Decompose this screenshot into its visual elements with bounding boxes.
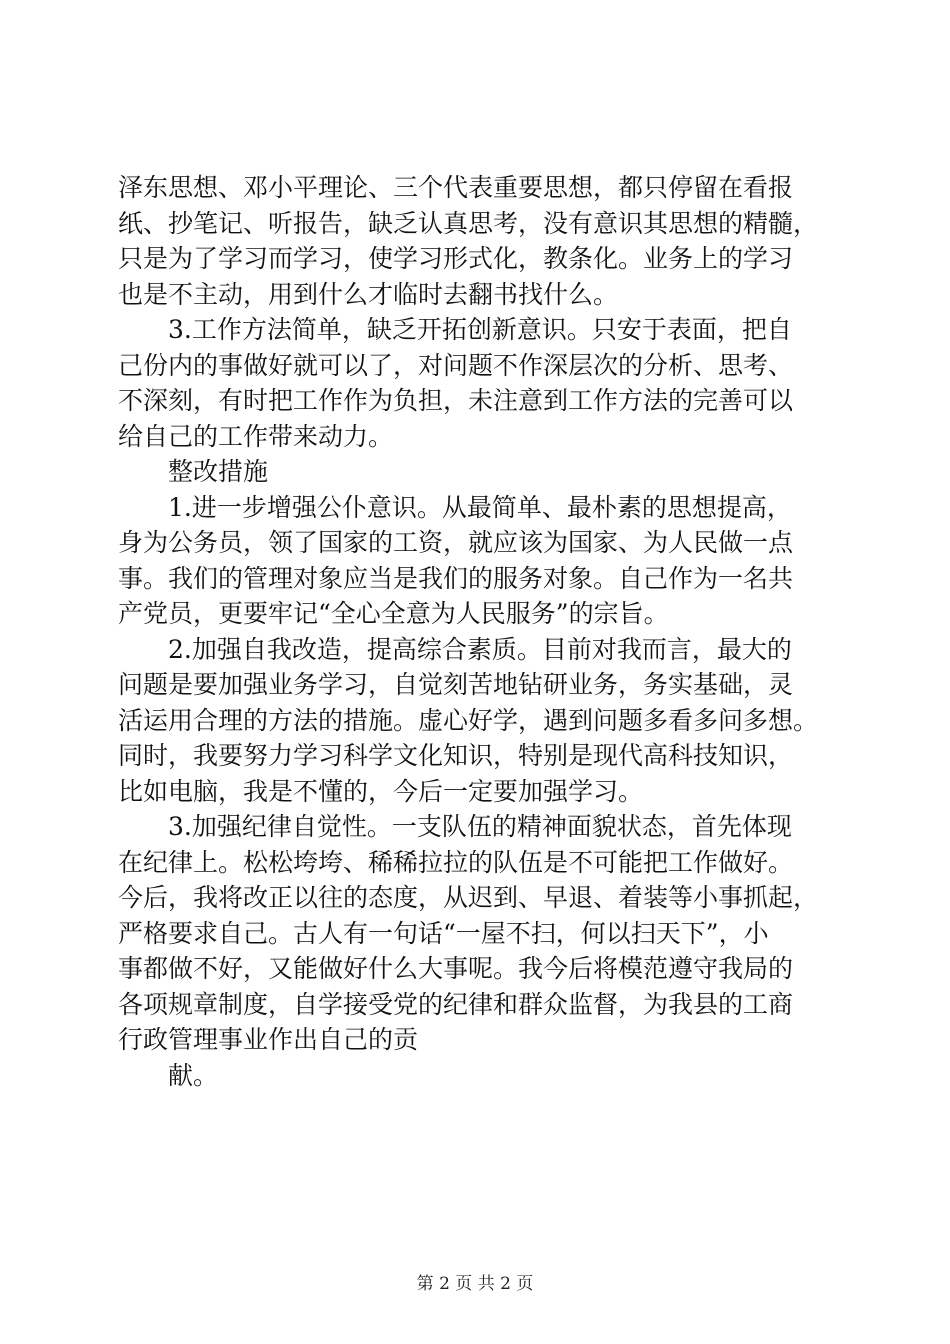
text-line: 问题是要加强业务学习，自觉刻苦地钻研业务，务实基础，灵	[118, 670, 794, 699]
text-line: 各项规章制度，自学接受党的纪律和群众监督，为我县的工商	[118, 989, 794, 1019]
text-line: 1.进一步增强公仆意识。从最简单、最朴素的思想提高，	[168, 492, 792, 522]
text-line: 事都做不好，又能做好什么大事呢。我今后将模范遵守我局的	[118, 954, 794, 983]
text-line: 献。	[168, 1060, 219, 1090]
page-footer: 第 2 页 共 2 页	[416, 1274, 534, 1294]
text-line: 活运用合理的方法的措施。虚心好学，遇到问题多看多问多想。	[118, 705, 819, 735]
text-line: 只是为了学习而学习，使学习形式化，教条化。业务上的学习	[118, 244, 794, 273]
text-line: 3.加强纪律自觉性。一支队伍的精神面貌状态，首先体现	[168, 812, 792, 841]
text-line: 同时，我要努力学习科学文化知识，特别是现代高科技知识，	[118, 741, 794, 770]
text-line: 不深刻，有时把工作作为负担，未注意到工作方法的完善可以	[118, 386, 794, 415]
text-line: 给自己的工作带来动力。	[118, 421, 394, 451]
text-line: 事。我们的管理对象应当是我们的服务对象。自己作为一名共	[118, 563, 794, 593]
text-line: 2.加强自我改造，提高综合素质。目前对我而言，最大的	[168, 634, 792, 664]
text-line: 泽东思想、邓小平理论、三个代表重要思想，都只停留在看报	[118, 173, 794, 202]
text-line: 行政管理事业作出自己的贡	[118, 1025, 419, 1054]
text-line: 己份内的事做好就可以了，对问题不作深层次的分析、思考、	[118, 350, 794, 380]
text-line: 也是不主动，用到什么才临时去翻书找什么。	[118, 279, 619, 309]
text-line: 比如电脑，我是不懂的，今后一定要加强学习。	[118, 776, 644, 806]
text-line: 严格要求自己。古人有一句话“一屋不扫，何以扫天下”，小	[118, 918, 769, 948]
document-body	[118, 170, 838, 1093]
text-line: 整改措施	[168, 457, 269, 486]
text-line: 在纪律上。松松垮垮、稀稀拉拉的队伍是不可能把工作做好。	[118, 847, 794, 877]
text-line: 纸、抄笔记、听报告，缺乏认真思考，没有意识其思想的精髓，	[118, 208, 819, 238]
text-line: 身为公务员，领了国家的工资，就应该为国家、为人民做一点	[118, 528, 794, 557]
text-line: 3.工作方法简单，缺乏开拓创新意识。只安于表面，把自	[168, 315, 792, 344]
text-line: 今后，我将改正以往的态度，从迟到、早退、着装等小事抓起，	[118, 883, 819, 912]
text-line: 产党员，更要牢记“全心全意为人民服务”的宗旨。	[118, 599, 669, 628]
